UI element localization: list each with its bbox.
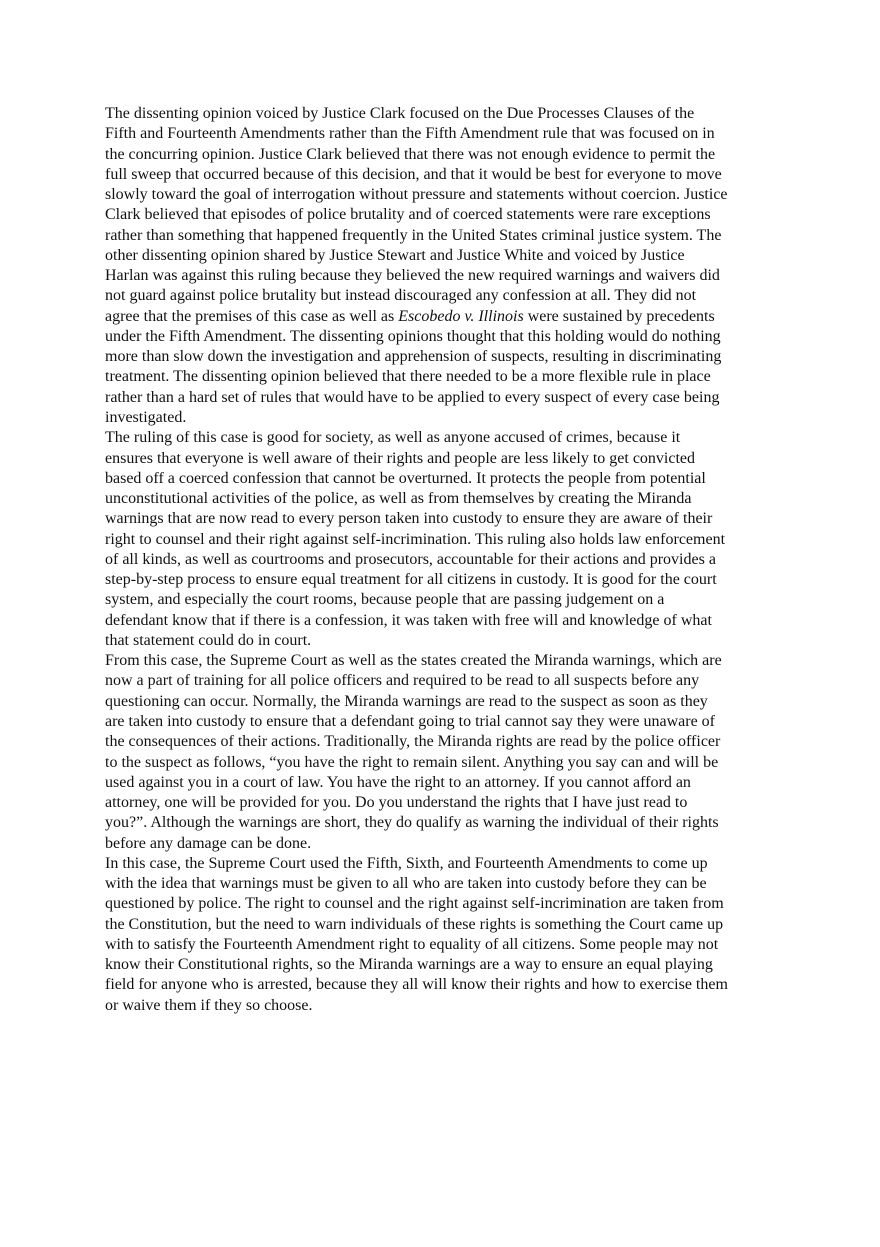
- text-line: [105, 307, 728, 327]
- case-name-italic: Escobedo v. Illinois: [398, 307, 524, 325]
- text-line: The dissenting opinion voiced by Justice Clark focused on the Due Processes Clauses of the: [105, 105, 695, 122]
- text-line: Fifth and Fourteenth Amendments rather than the Fifth Amendment rule that was focused on in: [105, 125, 715, 143]
- text-line: more than slow down the investigation and apprehension of suspects, resulting in discriminating: [105, 348, 722, 366]
- text-line: the consequences of their actions. Traditionally, the Miranda rights are read by the police officer: [105, 733, 721, 751]
- text-line: or waive them if they so choose.: [105, 996, 313, 1014]
- text-line: are taken into custody to ensure that a defendant going to trial cannot say they were unaware of: [105, 712, 715, 730]
- text-line: warnings that are now read to every person taken into custody to ensure they are aware of their: [105, 510, 713, 528]
- text-line: defendant know that if there is a confession, it was taken with free will and knowledge of what: [105, 611, 712, 629]
- text-line: of all kinds, as well as courtrooms and prosecutors, accountable for their actions and provides a: [105, 550, 716, 568]
- text-line: unconstitutional activities of the police, as well as from themselves by creating the Miranda: [105, 490, 692, 508]
- text-line: attorney, one will be provided for you. Do you understand the rights that I have just read to: [105, 794, 688, 812]
- paragraph: [105, 104, 728, 428]
- text-line: treatment. The dissenting opinion believed that there needed to be a more flexible rule in place: [105, 368, 711, 386]
- text-line: based off a coerced confession that cannot be overturned. It protects the people from potential: [105, 469, 706, 487]
- text-line: know their Constitutional rights, so the Miranda warnings are a way to ensure an equal playing: [105, 956, 713, 974]
- text-segment: agree that the premises of this case as well as: [105, 307, 399, 325]
- paragraph: [105, 854, 728, 1016]
- text-line: Harlan was against this ruling because they believed the new required warnings and waivers did: [105, 267, 720, 285]
- paragraph: [105, 428, 728, 651]
- text-line: slowly toward the goal of interrogation without pressure and statements without coercion. Justice: [105, 186, 728, 204]
- text-line: questioned by police. The right to counsel and the right against self-incrimination are taken from: [105, 895, 724, 913]
- text-line: not guard against police brutality but instead discouraged any confession at all. They did not: [105, 287, 697, 305]
- text-line: to the suspect as follows, “you have the right to remain silent. Anything you say can and will be: [105, 753, 719, 771]
- text-line: you?”. Although the warnings are short, they do qualify as warning the individual of their rights: [105, 814, 719, 832]
- text-line: before any damage can be done.: [105, 834, 312, 852]
- text-line: under the Fifth Amendment. The dissenting opinions thought that this holding would do nothing: [105, 327, 721, 345]
- text-line: used against you in a court of law. You have the right to an attorney. If you cannot afford an: [105, 773, 691, 791]
- text-line: with the idea that warnings must be given to all who are taken into custody before they can be: [105, 875, 707, 893]
- document-body: [105, 104, 728, 1016]
- text-line: Clark believed that episodes of police brutality and of coerced statements were rare exceptions: [105, 206, 711, 224]
- text-line: rather than something that happened frequently in the United States criminal justice system. The: [105, 226, 722, 244]
- text-line: full sweep that occurred because of this decision, and that it would be best for everyone to move: [105, 165, 722, 183]
- text-line: now a part of training for all police officers and required to be read to all suspects before any: [105, 672, 700, 690]
- text-line: right to counsel and their right against self-incrimination. This ruling also holds law enforcement: [105, 530, 726, 548]
- text-line: the Constitution, but the need to warn individuals of these rights is something the Court came up: [105, 915, 724, 933]
- text-line: In this case, the Supreme Court used the Fifth, Sixth, and Fourteenth Amendments to come up: [105, 854, 708, 872]
- text-line: with to satisfy the Fourteenth Amendment right to equality of all citizens. Some people may not: [105, 935, 719, 953]
- text-line: investigated.: [105, 408, 187, 426]
- paragraph: [105, 651, 728, 854]
- text-segment: were sustained by precedents: [523, 307, 715, 325]
- text-line: step-by-step process to ensure equal treatment for all citizens in custody. It is good for the court: [105, 571, 717, 589]
- text-line: system, and especially the court rooms, because people that are passing judgement on a: [105, 591, 665, 609]
- text-line: rather than a hard set of rules that would have to be applied to every suspect of every case being: [105, 388, 720, 406]
- text-line: The ruling of this case is good for society, as well as anyone accused of crimes, because it: [105, 429, 681, 447]
- text-line: ensures that everyone is well aware of their rights and people are less likely to get convicted: [105, 449, 696, 467]
- text-line: field for anyone who is arrested, because they all will know their rights and how to exercise them: [105, 976, 728, 994]
- text-line: the concurring opinion. Justice Clark believed that there was not enough evidence to permit the: [105, 145, 716, 163]
- text-line: other dissenting opinion shared by Justice Stewart and Justice White and voiced by Justice: [105, 246, 685, 264]
- text-line: that statement could do in court.: [105, 631, 312, 649]
- text-line: From this case, the Supreme Court as well as the states created the Miranda warnings, which are: [105, 652, 722, 670]
- text-line: questioning can occur. Normally, the Miranda warnings are read to the suspect as soon as they: [105, 692, 708, 710]
